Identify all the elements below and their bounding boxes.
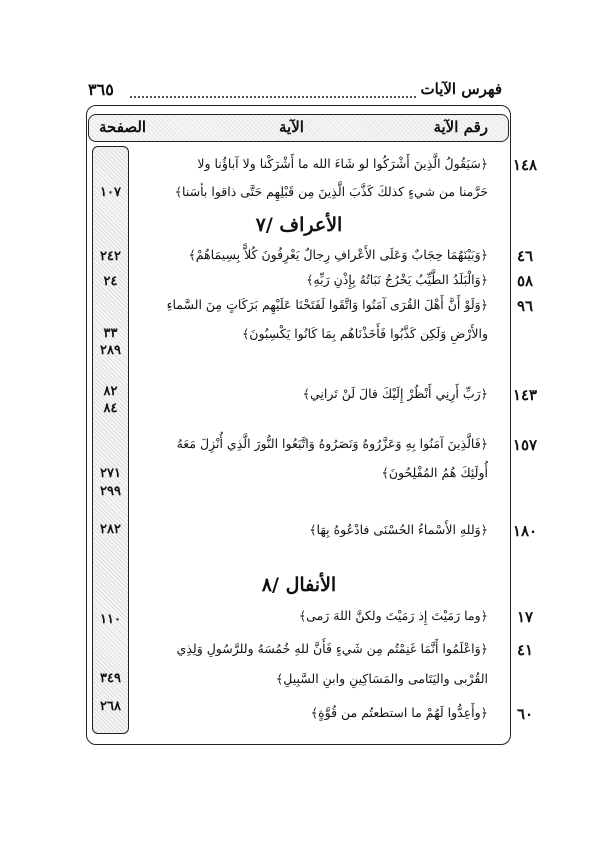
ayah-number: ١٨٠ <box>512 522 538 540</box>
ayah-text-line: ﴿وَللهِ الأَسْماءُ الحُسْنَى فادْعُوهُ بِهَا﴾ <box>309 522 488 537</box>
ayah-number: ٤١ <box>516 641 534 659</box>
page-ref: ٢٤ <box>103 274 118 289</box>
page-ref: ٢٦٨ <box>100 699 121 714</box>
running-head-title: فهرس الآيات <box>420 80 502 98</box>
ayah-number: ٦٠ <box>516 705 534 723</box>
page-ref: ٢٧١ <box>100 466 121 481</box>
page-ref: ٨٤ <box>103 401 118 416</box>
page-ref: ٢٨٩ <box>100 343 121 358</box>
ayah-text-line: ﴿وَاعْلَمُوا أَنَّمَا غَنِمْتُم مِن شَيءٍ فَأَنَّ للهِ خُمُسَهُ وللرَّسُولِ وَلِذِي <box>176 641 488 656</box>
page-ref: ٣٣ <box>103 326 118 341</box>
ayah-text-line: ﴿فَالَّذِينَ آمَنُوا بِهِ وَعَزَّرُوهُ وَنَصَرُوهُ وَاتَّبَعُوا النُّورَ الَّذِي أُنْزِلَ مَعَهُ <box>176 436 488 451</box>
ayah-text-line: ﴿وأَعِدُّوا لَهُمْ ما استطعتُم من قُوَّةٍ﴾ <box>310 705 488 720</box>
header-page: الصفحة <box>99 118 147 136</box>
ayah-number: ١٥٧ <box>512 436 538 454</box>
running-head <box>88 80 502 104</box>
ayah-number: ٥٨ <box>516 272 534 290</box>
header-ayah: الآية <box>279 118 304 136</box>
ayah-text-line: ﴿وَلَوْ أَنَّ أَهْلَ القُرَى آمَنُوا وَاتَّقَوا لَفَتَحْنَا عَلَيْهِم بَرَكَاتٍ مِنَ السَّماءِ <box>166 297 488 312</box>
ayah-text-line: أُولَئِكَ هُمُ المُفْلِحُونَ﴾ <box>381 465 488 480</box>
section-title: الأعراف /٧ <box>255 214 343 236</box>
ayah-text-line: ﴿سَيَقُولُ الَّذِينَ أَشْرَكُوا لو شَاءَ الله ما أَشْرَكْنا ولا آباؤُنا ولا <box>197 156 488 171</box>
leader-dots <box>130 96 416 98</box>
page-ref: ٢٨٢ <box>100 522 121 537</box>
page-ref: ٨٢ <box>103 384 118 399</box>
page-ref: ١٠٧ <box>100 185 121 200</box>
ayah-text-line: ﴿وما رَمَيْتَ إِذ رَمَيْتَ ولكنَّ اللهَ رَمى﴾ <box>298 608 488 623</box>
header-ayah-number: رقم الآية <box>433 118 488 136</box>
ayah-number: ١٧ <box>516 608 534 626</box>
page-column <box>92 146 129 734</box>
table-header <box>88 114 509 142</box>
page-ref: ٣٤٩ <box>100 671 121 686</box>
ayah-text-line: والأَرْضِ وَلَكِن كَذَّبُوا فَأَخَذْنَاهُم بِمَا كَانُوا يَكْسِبُونَ﴾ <box>241 326 488 341</box>
ayah-number: ١٤٣ <box>512 386 538 404</box>
section-title: الأنفال /٨ <box>261 574 337 596</box>
page-ref: ١١٠ <box>100 612 121 627</box>
ayah-text-line: القُرْبى واليَتَامى والمَسَاكِينِ وابنِ السَّبِيلِ﴾ <box>275 671 488 686</box>
ayah-text-line: حَرَّمنا من شيءٍ كذلكَ كَذَّبَ الَّذِينَ مِن قَبْلِهِم حَتَّى ذاقوا بأسَنا﴾ <box>174 184 488 199</box>
page-ref: ٢٩٩ <box>100 484 121 499</box>
page-number: ٣٦٥ <box>88 80 114 99</box>
ayah-number: ١٤٨ <box>512 156 538 174</box>
ayah-text-line: ﴿وَالْبَلَدُ الطَّيِّبُ يَخْرُجُ نَبَاتُهُ بِإِذْنِ رَبِّهِ﴾ <box>306 272 488 287</box>
page-ref: ٢٤٢ <box>100 249 121 264</box>
ayah-text-line: ﴿رَبِّ أَرِنِي أَنْظُرْ إِلَيْكَ قالَ لَنْ تَرانِي﴾ <box>302 386 488 401</box>
ayah-number: ٩٦ <box>516 297 534 315</box>
ayah-text-line: ﴿وَبَيْنَهُمَا حِجَابٌ وَعَلَى الأَعْرافِ رِجالٌ يَعْرِفُونَ كُلاًّ بِسِيمَاهُمْ﴾ <box>188 247 488 262</box>
ayah-number: ٤٦ <box>516 247 534 265</box>
